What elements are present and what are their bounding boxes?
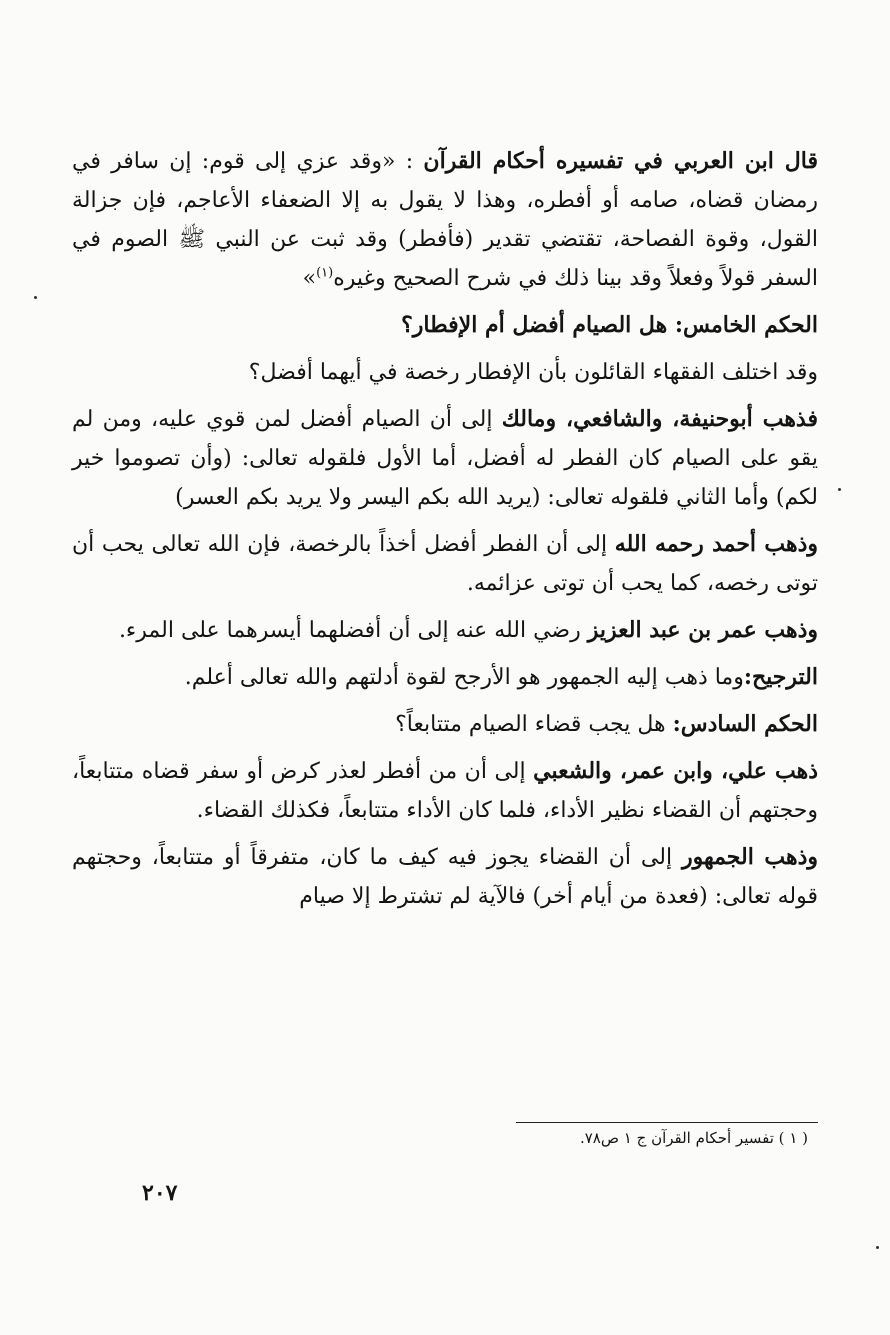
paragraph [72,658,818,697]
bold-heading-text: ذهب علي، وابن عمر، والشعبي [533,758,818,784]
bold-heading-text: وذهب أحمد رحمه الله [614,531,819,557]
bold-heading-text: فذهب أبوحنيفة، والشافعي، ومالك [501,406,818,432]
bold-heading-text: وذهب عمر بن عبد العزيز [587,617,818,643]
bold-heading-text: الحكم الخامس: هل الصيام أفضل أم الإفطار؟ [401,312,818,338]
scan-speck [876,1246,879,1249]
paragraph [72,142,818,298]
page-number: ٢٠٧ [142,1180,178,1206]
body-text [72,142,818,916]
bold-heading-text: الترجيح: [743,664,818,690]
scan-speck [838,488,841,491]
paragraph [72,752,818,830]
scan-speck [34,296,37,299]
paragraph-text: إلى أن الصيام أفضل لمن قوي عليه، ومن لم يقو على الصيام كان الفطر له أفضل، أما الأول فلقوله تعالى: (وأن تصوموا خير لكم) وأما الثاني فلقوله تعالى: (يريد الله بكم اليسر ولا يريد بكم العسر) [72,407,818,510]
paragraph-text: : «وقد عزي إلى قوم: إن سافر في رمضان قضاه، صامه أو أفطره، وهذا لا يقول به إلا الضعفاء الأعاجم، فإن جزالة القول، وقوة الفصاحة، تقتضي تقدير (فأفطر) وقد ثبت عن النبي ﷺ الصوم في السفر قولاً وفعلاً وقد بينا ذلك في شرح الصحيح وغيره [72,149,818,291]
paragraph [72,353,818,392]
footnote: ( ١ ) تفسير أحكام القرآن ج ١ ص٧٨. [579,1129,808,1147]
footnote-separator [516,1122,818,1123]
paragraph [72,400,818,517]
paragraph-text: وقد اختلف الفقهاء القائلون بأن الإفطار رخصة في أيهما أفضل؟ [248,360,818,385]
paragraph-text: وما ذهب إليه الجمهور هو الأرجح لقوة أدلتهم والله تعالى أعلم. [184,665,744,690]
paragraph-text: هل يجب قضاء الصيام متتابعاً؟ [395,712,673,737]
paragraph-text: إلى أن الفطر أفضل أخذاً بالرخصة، فإن الله تعالى يحب أن توتى رخصه، كما يحب أن توتى عزائمه. [72,532,818,596]
paragraph [72,525,818,603]
paragraph [72,838,818,916]
paragraph [72,306,818,345]
paragraph [72,611,818,650]
paragraph-text: إلى أن من أفطر لعذر كرض أو سفر قضاه متتابعاً، وحجتهم أن القضاء نظير الأداء، فلما كان الأداء متتابعاً، فكذلك القضاء. [72,759,818,823]
paragraph-text: رضي الله عنه إلى أن أفضلهما أيسرهما على المرء. [118,618,588,643]
bold-heading-text: الحكم السادس: [672,711,818,737]
bold-heading-text: قال ابن العربي في تفسيره أحكام القرآن [423,148,818,174]
footnote-marker: (١) [316,265,334,281]
bold-heading-text: وذهب الجمهور [681,844,818,870]
paragraph-text: » [302,266,317,291]
paragraph [72,705,818,744]
paragraph-text: إلى أن القضاء يجوز فيه كيف ما كان، متفرقاً أو متتابعاً، وحجتهم قوله تعالى: (فعدة من أيام أخر) فالآية لم تشترط إلا صيام [72,845,818,909]
